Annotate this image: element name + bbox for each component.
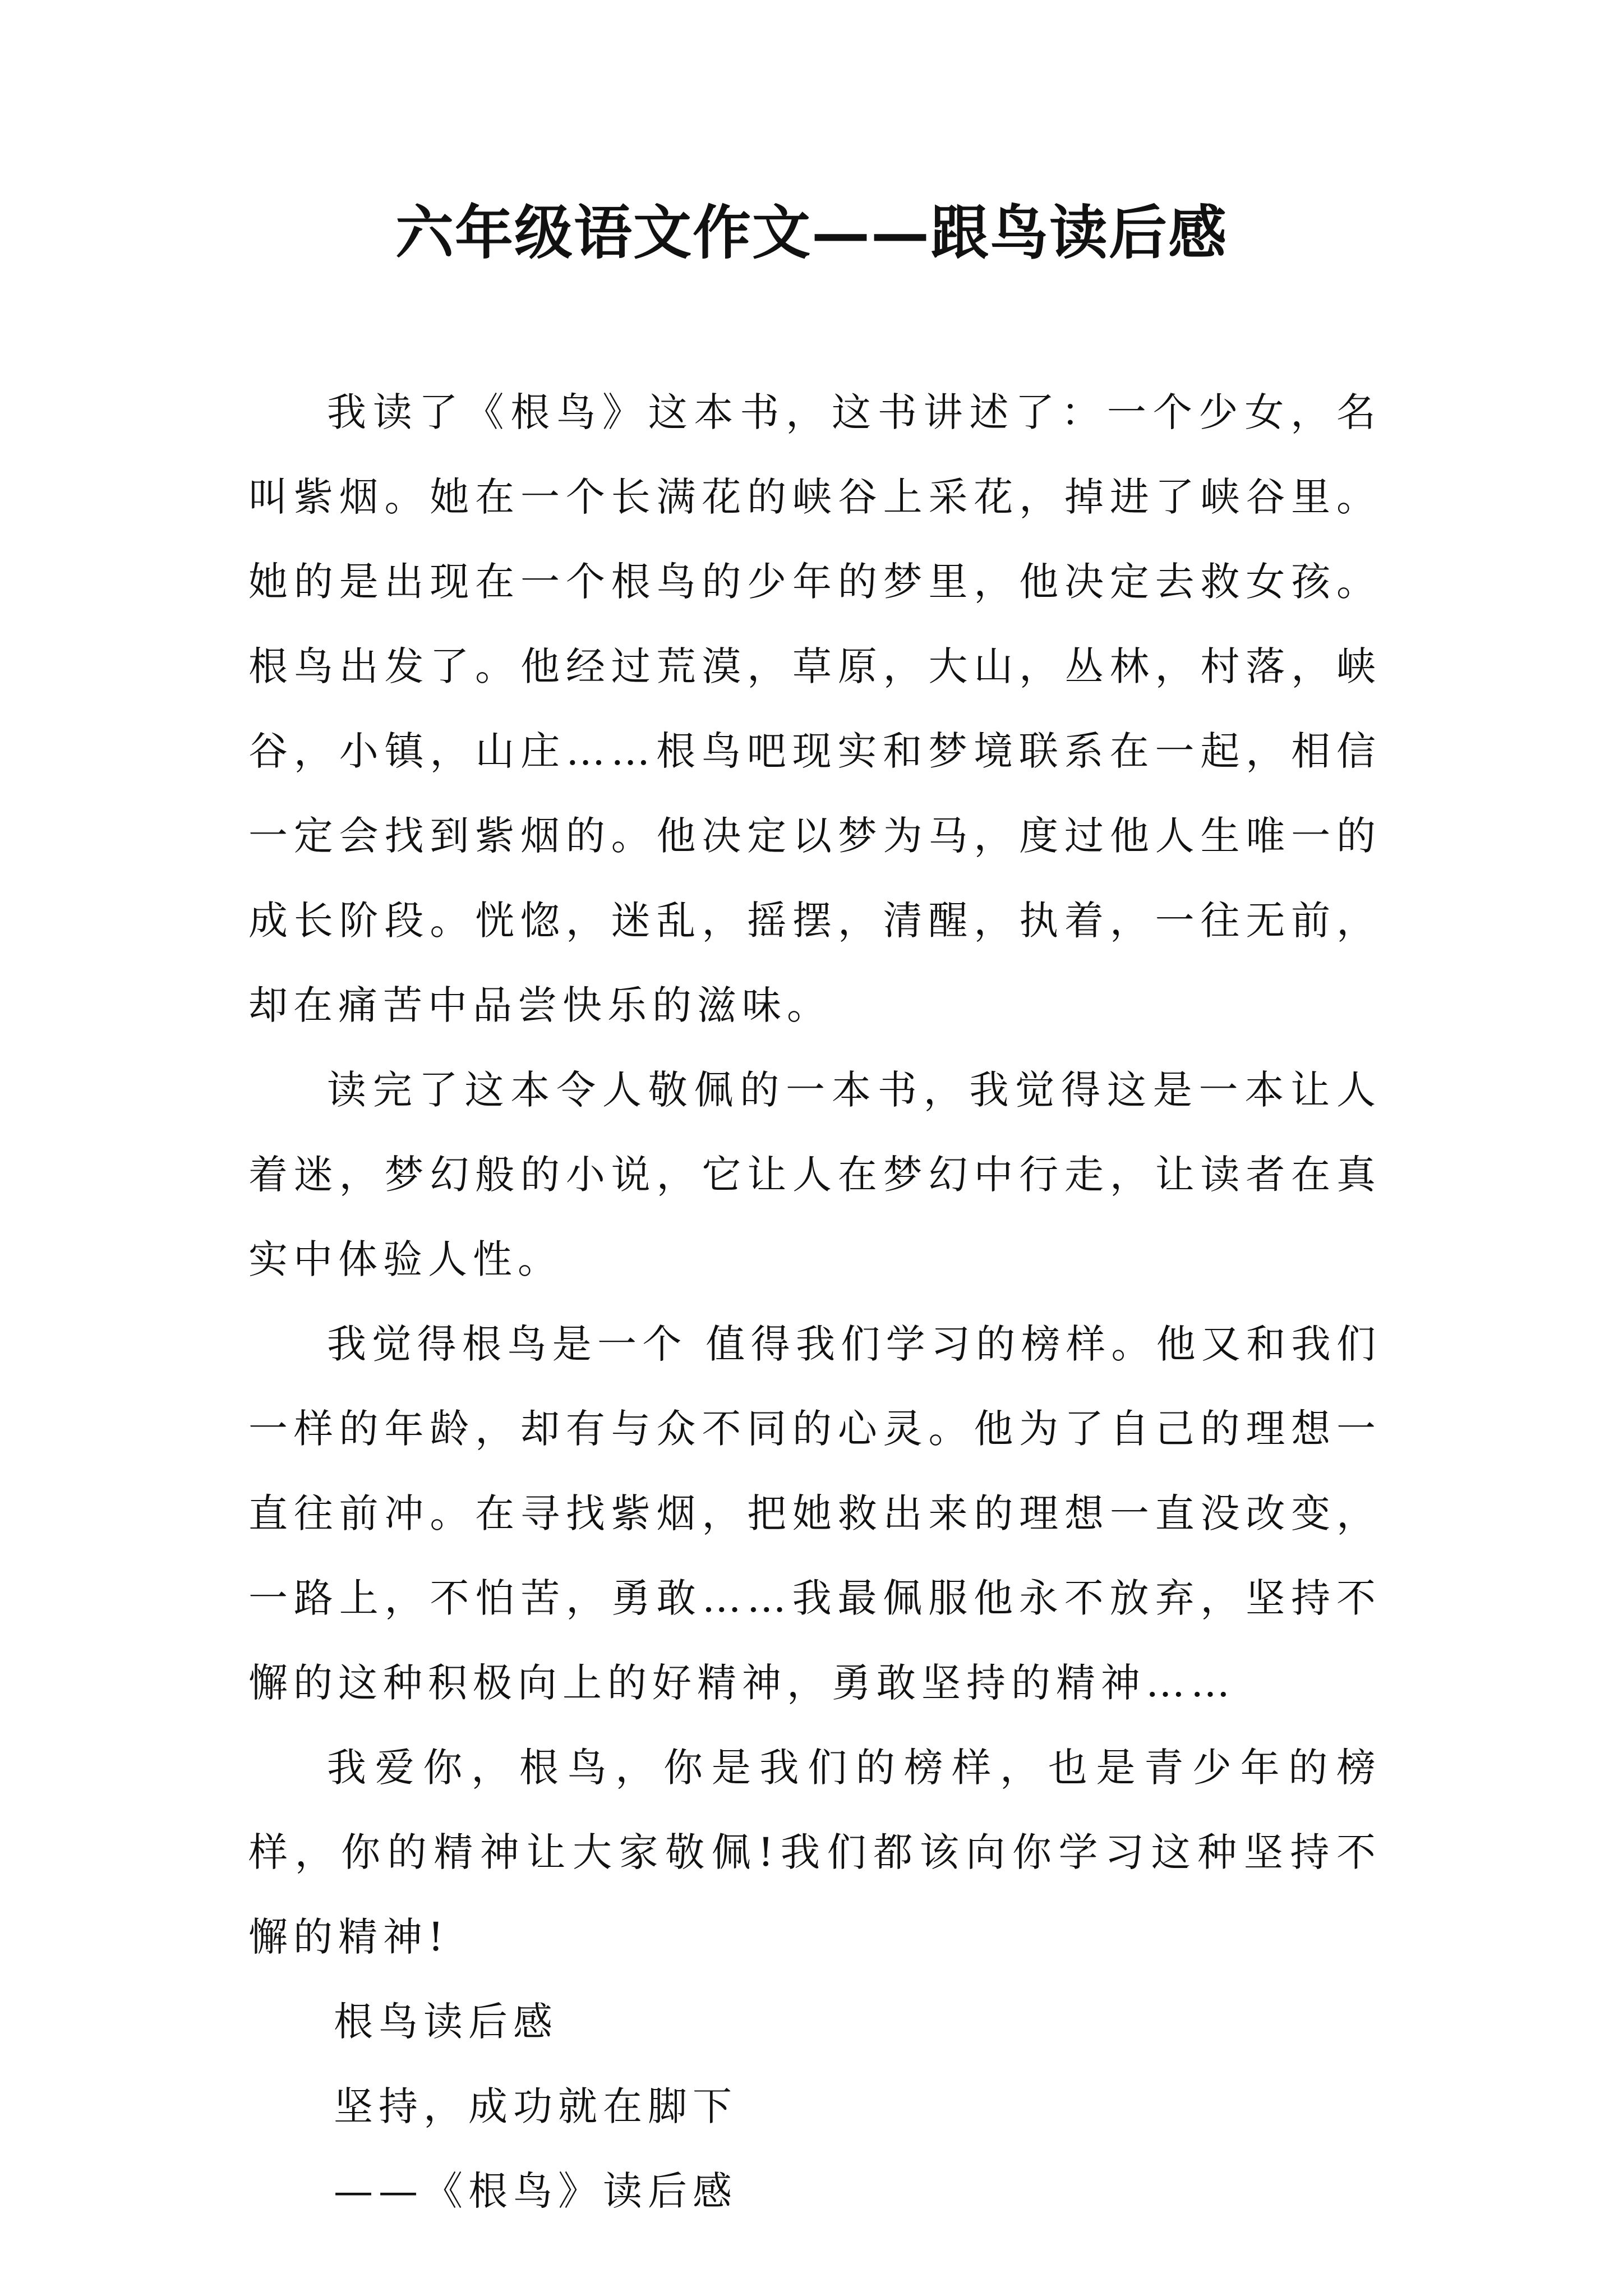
paragraph-2: 读完了这本令人敬佩的一本书，我觉得这是一本让人着迷，梦幻般的小说，它让人在梦幻中行走，让读者在真实中体验人性。: [248, 1067, 1381, 1282]
subheading-line-1: 根鸟读后感: [334, 1999, 558, 2045]
document-title: 六年级语文作文——跟鸟读后感: [395, 198, 1228, 267]
paragraph-4: 我爱你，根鸟，你是我们的榜样，也是青少年的榜样，你的精神让大家敬佩!我们都该向你学习这种坚持不懈的精神!: [248, 1745, 1381, 1960]
paragraph-1: 我读了《根鸟》这本书，这书讲述了：一个少女，名叫紫烟。她在一个长满花的峡谷上采花，掉进了峡谷里。她的是出现在一个根鸟的少年的梦里，他决定去救女孩。根鸟出发了。他经过荒漠，草原，大山，丛林，村落，峡谷，小镇，山庄……根鸟吧现实和梦境联系在一起，相信一定会找到紫烟的。他决定以梦为马，度过他人生唯一的成长阶段。恍惚，迷乱，摇摆，清醒，执着，一往无前，却在痛苦中品尝快乐的滋味。: [248, 389, 1381, 1028]
subheading-line-2: 坚持，成功就在脚下: [334, 2083, 737, 2129]
paragraph-3: 我觉得根鸟是一个 值得我们学习的榜样。他又和我们一样的年龄，却有与众不同的心灵。他为了自己的理想一直往前冲。在寻找紫烟，把她救出来的理想一直没改变，一路上，不怕苦，勇敢……我最佩服他永不放弃，坚持不懈的这种积极向上的好精神，勇敢坚持的精神……: [248, 1321, 1381, 1706]
subheading-line-3: ——《根鸟》读后感: [334, 2168, 737, 2214]
document-body: [248, 370, 1381, 2234]
